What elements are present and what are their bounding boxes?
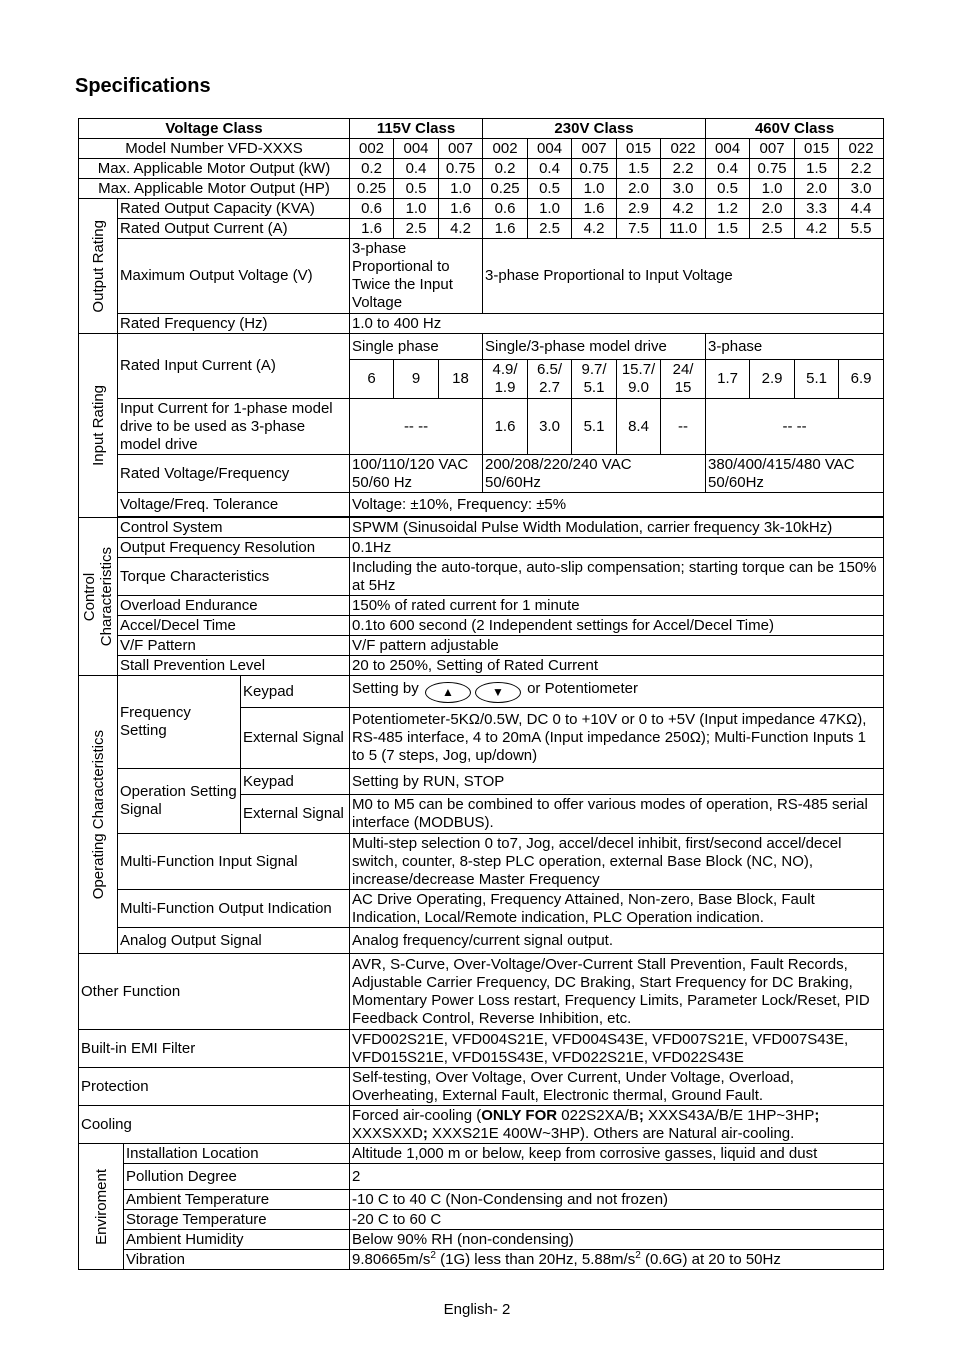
value-cell (350, 676, 884, 708)
voltage-tolerance-row (79, 493, 884, 517)
group-label-line: Characteristics (98, 546, 115, 647)
value-cell: 0.5 (394, 179, 439, 199)
value-cell: 5.1 (795, 360, 839, 399)
row-label: V/F Pattern (118, 636, 350, 656)
class-115v-header: 115V Class (350, 119, 483, 139)
cooling-emphasis: ; (422, 1124, 428, 1142)
value-cell: 3-phase Proportional to Input Voltage (483, 239, 884, 314)
value-cell: 9 (394, 360, 439, 399)
value-cell: 9.7/ 5.1 (572, 360, 617, 399)
control-row (79, 538, 884, 558)
environment-row (79, 1190, 884, 1210)
value-cell: 150% of rated current for 1 minute (350, 596, 884, 616)
row-label: Protection (79, 1068, 350, 1106)
row-label: Built-in EMI Filter (79, 1030, 350, 1068)
value-cell: 0.5 (528, 179, 572, 199)
value-cell: 1.0 (572, 179, 617, 199)
row-label: Maximum Output Voltage (V) (118, 239, 350, 314)
multi-function-output-row (79, 890, 884, 928)
row-label: Ambient Temperature (124, 1190, 350, 1210)
value-cell: 0.2 (350, 159, 394, 179)
row-label: Rated Voltage/Frequency (118, 455, 350, 493)
value-cell: 2.2 (839, 159, 884, 179)
operating-characteristics-group (79, 676, 118, 954)
value-cell: 6 (350, 360, 394, 399)
control-row (79, 636, 884, 656)
voltage-class-row (79, 119, 884, 139)
value-cell: 0.6 (483, 199, 528, 219)
value-cell: 5.1 (572, 399, 617, 455)
voltage-line: 100/110/120 VAC (352, 455, 469, 473)
row-label: Multi-Function Output Indication (118, 890, 350, 928)
model-number-row (79, 139, 884, 159)
value-cell: Including the auto-torque, auto-slip compensation; starting torque can be 150% at 5Hz (350, 558, 884, 596)
cooling-emphasis: ; (814, 1106, 820, 1124)
value-cell: 0.4 (528, 159, 572, 179)
frequency-line: 50/60Hz (708, 473, 764, 491)
group-label: Input Rating (89, 385, 107, 466)
row-label: Accel/Decel Time (118, 616, 350, 636)
value-cell: 1.6 (483, 219, 528, 239)
value-cell: 2.5 (528, 219, 572, 239)
environment-row (79, 1144, 884, 1164)
row-label: Overload Endurance (118, 596, 350, 616)
value-cell: AC Drive Operating, Frequency Attained, Non-zero, Base Block, Fault Indication, Local/Remote indication, PLC Operation indication. (350, 890, 884, 928)
value-cell: 1.2 (706, 199, 750, 219)
value-cell: 3.3 (795, 199, 839, 219)
setting-text: or Potentiometer (527, 680, 638, 697)
voltage-line: 380/400/415/480 VAC (708, 455, 855, 473)
value-cell: 2.0 (750, 199, 795, 219)
row-label: Max. Applicable Motor Output (HP) (79, 179, 350, 199)
analog-output-row (79, 928, 884, 954)
control-row (79, 616, 884, 636)
value-cell: 002 (483, 139, 528, 159)
value-cell: 004 (528, 139, 572, 159)
emi-filter-row (79, 1030, 884, 1068)
sub-label: External Signal (241, 708, 350, 769)
value-cell: 4.2 (439, 219, 483, 239)
value-cell: 0.6 (350, 199, 394, 219)
value-cell: -- -- (350, 399, 483, 455)
value-cell: 0.25 (350, 179, 394, 199)
rated-voltage-frequency-row (79, 455, 884, 493)
vibration-row (79, 1250, 884, 1270)
page-title: Specifications (75, 75, 211, 97)
setting-text: Setting by (352, 680, 419, 697)
voltage-class-header: Voltage Class (79, 119, 350, 139)
value-cell: 2 (350, 1164, 884, 1190)
value-cell: 4.2 (661, 199, 706, 219)
row-label: Rated Output Capacity (KVA) (118, 199, 350, 219)
value-cell: -- (661, 399, 706, 455)
value-cell (350, 1106, 884, 1144)
input-rating-group (79, 334, 118, 518)
value-cell: 3.0 (528, 399, 572, 455)
row-label: Voltage/Freq. Tolerance (118, 493, 350, 517)
value-cell: 2.0 (795, 179, 839, 199)
cooling-text: 022S2XA/B (557, 1106, 639, 1124)
other-function-row (79, 954, 884, 1030)
value-cell: 2.0 (617, 179, 661, 199)
row-label: Pollution Degree (124, 1164, 350, 1190)
value-cell: 7.5 (617, 219, 661, 239)
row-label: Output Frequency Resolution (118, 538, 350, 558)
cooling-text: XXXSXXD (352, 1124, 423, 1142)
row-label: Cooling (79, 1106, 350, 1144)
environment-group (79, 1144, 124, 1270)
value-cell: 007 (572, 139, 617, 159)
rated-input-current-phase-row (79, 334, 884, 360)
environment-row (79, 1210, 884, 1230)
value-cell: Analog frequency/current signal output. (350, 928, 884, 954)
value-cell: 022 (661, 139, 706, 159)
value-cell: 3-phase Proportional to Twice the Input Voltage (350, 239, 483, 314)
value-cell: 1.6 (483, 399, 528, 455)
value-cell: 0.1Hz (350, 538, 884, 558)
row-label: Storage Temperature (124, 1210, 350, 1230)
value-cell: 022 (839, 139, 884, 159)
row-label: Multi-Function Input Signal (118, 834, 350, 890)
value-cell: 1.7 (706, 360, 750, 399)
control-row (79, 656, 884, 676)
value-cell (706, 455, 884, 493)
value-cell: Voltage: ±10%, Frequency: ±5% (350, 493, 884, 517)
page-footer: English- 2 (443, 1301, 511, 1318)
group-label: Output Rating (89, 219, 107, 313)
group-label: Enviroment (92, 1168, 110, 1245)
row-label: Rated Frequency (Hz) (118, 314, 350, 334)
value-cell: 0.5 (706, 179, 750, 199)
value-cell (350, 1250, 884, 1270)
rated-output-capacity-row (79, 199, 884, 219)
value-cell: 1.6 (572, 199, 617, 219)
value-cell: 015 (795, 139, 839, 159)
value-cell: 004 (394, 139, 439, 159)
operation-keypad-row (79, 769, 884, 795)
group-label: Operating Characteristics (89, 729, 107, 900)
row-label: Model Number VFD-XXXS (79, 139, 350, 159)
sub-label: Keypad (241, 769, 350, 795)
value-cell: 24/ 15 (661, 360, 706, 399)
value-cell: 0.4 (706, 159, 750, 179)
control-row (79, 596, 884, 616)
value-cell: Potentiometer-5KΩ/0.5W, DC 0 to +10V or 0 to +5V (Input impedance 47KΩ), RS-485 interface, 4 to 20mA (Input impedance 250Ω); Multi-Function Inputs 1 to 5 (7 steps, Jog, up/down) (350, 708, 884, 769)
value-cell: Self-testing, Over Voltage, Over Current, Under Voltage, Overload, Overheating, External Fault, Electronic thermal, Ground Fault. (350, 1068, 884, 1106)
value-cell: 2.2 (661, 159, 706, 179)
value-cell: 11.0 (661, 219, 706, 239)
value-cell: 0.75 (572, 159, 617, 179)
cooling-text: XXXS21E 400W~3HP). Others are Natural air-cooling. (427, 1124, 795, 1142)
value-cell: 3.0 (661, 179, 706, 199)
value-cell: 002 (350, 139, 394, 159)
value-cell: 20 to 250%, Setting of Rated Current (350, 656, 884, 676)
value-cell: 1.0 (394, 199, 439, 219)
cooling-text: Forced air-cooling ( (352, 1106, 482, 1124)
protection-row (79, 1068, 884, 1106)
superscript: 2 (430, 1249, 436, 1261)
value-cell: 007 (750, 139, 795, 159)
specifications-table (78, 118, 884, 1270)
value-cell: 2.9 (617, 199, 661, 219)
cooling-row (79, 1106, 884, 1144)
value-cell: 0.1to 600 second (2 Independent settings for Accel/Decel Time) (350, 616, 884, 636)
value-cell: V/F pattern adjustable (350, 636, 884, 656)
frequency-line: 50/60Hz (485, 473, 541, 491)
row-label: Rated Input Current (A) (118, 334, 350, 399)
output-rating-group (79, 199, 118, 334)
value-cell: 6.5/ 2.7 (528, 360, 572, 399)
value-cell: 1.5 (706, 219, 750, 239)
value-cell: 1.0 (439, 179, 483, 199)
value-cell: 1.6 (350, 219, 394, 239)
value-cell: AVR, S-Curve, Over-Voltage/Over-Current Stall Prevention, Fault Records, Adjustable Carrier Frequency, DC Braking, Start Frequency for DC Braking, Momentary Power Loss restart, Frequency Limits, Parameter Lock/Reset, PID Feedback Control, Reverse Inhibition, etc. (350, 954, 884, 1030)
value-cell: 2.9 (750, 360, 795, 399)
value-cell: 0.4 (394, 159, 439, 179)
vibration-text: 9.80665m/s (352, 1250, 431, 1268)
sub-label: External Signal (241, 795, 350, 834)
value-cell: 1.5 (795, 159, 839, 179)
value-cell: Altitude 1,000 m or below, keep from corrosive gasses, liquid and dust (350, 1144, 884, 1164)
superscript: 2 (635, 1249, 641, 1261)
motor-hp-row (79, 179, 884, 199)
row-label: Rated Output Current (A) (118, 219, 350, 239)
value-cell: 1.6 (439, 199, 483, 219)
value-cell: 0.2 (483, 159, 528, 179)
one-phase-input-current-row (79, 399, 884, 455)
value-cell: -10 C to 40 C (Non-Condensing and not frozen) (350, 1190, 884, 1210)
group-label (81, 547, 115, 646)
down-arrow-icon: ▼ (475, 682, 521, 703)
control-row (79, 518, 884, 538)
value-cell: 8.4 (617, 399, 661, 455)
frequency-keypad-row (79, 676, 884, 708)
value-cell: 3-phase (706, 334, 884, 360)
sub-label: Keypad (241, 676, 350, 708)
max-output-voltage-row (79, 239, 884, 314)
row-label: Torque Characteristics (118, 558, 350, 596)
motor-kw-row (79, 159, 884, 179)
value-cell: 1.0 (528, 199, 572, 219)
value-cell (350, 455, 483, 493)
row-label: Other Function (79, 954, 350, 1030)
row-label: Operation Setting Signal (118, 769, 241, 834)
rated-output-current-row (79, 219, 884, 239)
row-label: Installation Location (124, 1144, 350, 1164)
environment-row (79, 1164, 884, 1190)
value-cell: 2.5 (750, 219, 795, 239)
value-cell: 15.7/ 9.0 (617, 360, 661, 399)
vibration-text: (0.6G) at 20 to 50Hz (640, 1250, 781, 1268)
value-cell: Setting by RUN, STOP (350, 769, 884, 795)
value-cell: -20 C to 60 C (350, 1210, 884, 1230)
value-cell: 6.9 (839, 360, 884, 399)
value-cell: 3.0 (839, 179, 884, 199)
row-label: Max. Applicable Motor Output (kW) (79, 159, 350, 179)
value-cell: 2.5 (394, 219, 439, 239)
value-cell: 5.5 (839, 219, 884, 239)
value-cell: Below 90% RH (non-condensing) (350, 1230, 884, 1250)
row-label: Stall Prevention Level (118, 656, 350, 676)
up-arrow-icon: ▲ (425, 682, 471, 703)
row-label: Analog Output Signal (118, 928, 350, 954)
value-cell: VFD002S21E, VFD004S21E, VFD004S43E, VFD007S21E, VFD007S43E, VFD015S21E, VFD015S43E, VFD022S21E, VFD022S43E (350, 1030, 884, 1068)
value-cell: M0 to M5 can be combined to offer various modes of operation, RS-485 serial interface (MODBUS). (350, 795, 884, 834)
value-cell: 0.75 (750, 159, 795, 179)
row-label: Control System (118, 518, 350, 538)
row-label: Frequency Setting (118, 676, 241, 769)
control-row (79, 558, 884, 596)
cooling-text: XXXS43A/B/E 1HP~3HP (643, 1106, 815, 1124)
value-cell: 007 (439, 139, 483, 159)
value-cell: 1.0 to 400 Hz (350, 314, 884, 334)
frequency-line: 50/60 Hz (352, 473, 413, 491)
value-cell: 0.25 (483, 179, 528, 199)
value-cell: 1.0 (750, 179, 795, 199)
cooling-emphasis: ONLY FOR (481, 1106, 558, 1124)
control-characteristics-group (79, 518, 118, 676)
value-cell (483, 455, 706, 493)
value-cell: -- -- (706, 399, 884, 455)
value-cell: 0.75 (439, 159, 483, 179)
value-cell: 18 (439, 360, 483, 399)
multi-function-input-row (79, 834, 884, 890)
group-label-line: Control (81, 572, 98, 621)
vibration-text: (1G) less than 20Hz, 5.88m/s (435, 1250, 636, 1268)
value-cell: 1.5 (617, 159, 661, 179)
value-cell: SPWM (Sinusoidal Pulse Width Modulation, carrier frequency 3k-10kHz) (350, 518, 884, 538)
value-cell: Single phase (350, 334, 483, 360)
rated-frequency-row (79, 314, 884, 334)
value-cell: Single/3-phase model drive (483, 334, 706, 360)
environment-row (79, 1230, 884, 1250)
value-cell: 015 (617, 139, 661, 159)
value-cell: 4.9/ 1.9 (483, 360, 528, 399)
value-cell: 4.2 (795, 219, 839, 239)
value-cell: Multi-step selection 0 to7, Jog, accel/decel inhibit, first/second accel/decel switch, counter, 8-step PLC operation, external Base Block (NC, NO), increase/decrease Master Frequency (350, 834, 884, 890)
value-cell: 4.2 (572, 219, 617, 239)
cooling-emphasis: ; (638, 1106, 644, 1124)
row-label: Ambient Humidity (124, 1230, 350, 1250)
value-cell: 004 (706, 139, 750, 159)
value-cell: 4.4 (839, 199, 884, 219)
class-230v-header: 230V Class (483, 119, 706, 139)
voltage-line: 200/208/220/240 VAC (485, 455, 632, 473)
row-label: Vibration (124, 1250, 350, 1270)
row-label: Input Current for 1-phase model drive to be used as 3-phase model drive (118, 399, 350, 455)
class-460v-header: 460V Class (706, 119, 884, 139)
